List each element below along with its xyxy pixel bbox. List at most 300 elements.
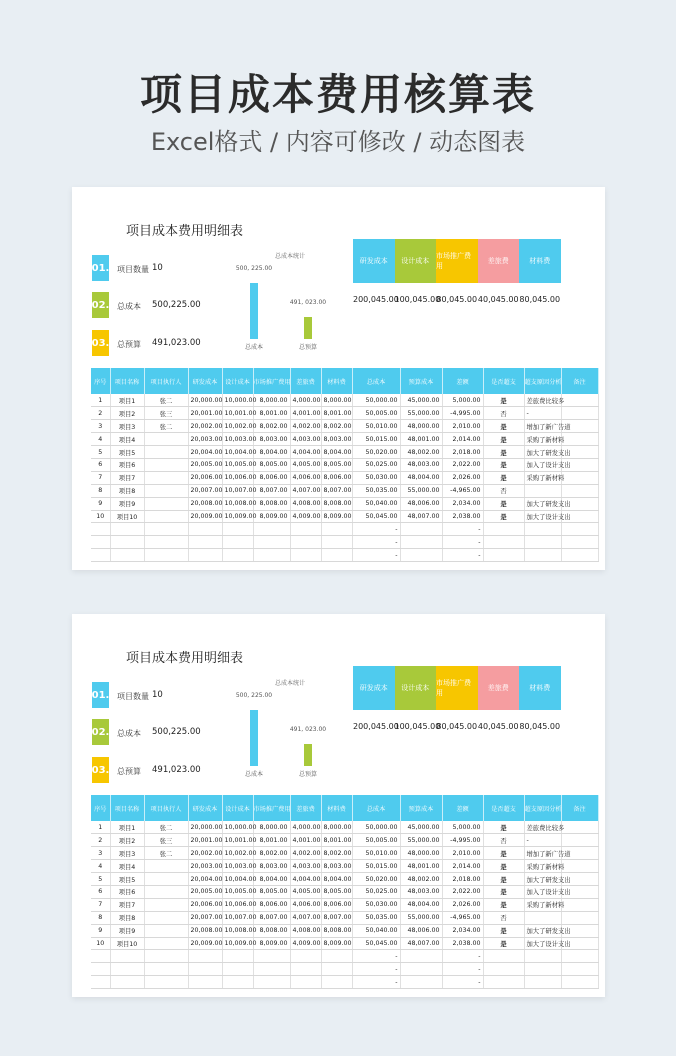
table-cell: 8,006.00 xyxy=(253,471,290,484)
table-cell: 48,001.00 xyxy=(400,860,442,873)
kpi-number-badge: 02. xyxy=(92,719,109,745)
table-cell: 4,005.00 xyxy=(290,458,321,471)
table-cell: - xyxy=(442,976,483,989)
column-header: 项目执行人 xyxy=(144,795,188,821)
table-cell: 项目7 xyxy=(110,898,144,911)
column-header: 差旅费 xyxy=(290,368,321,394)
cost-table xyxy=(91,795,599,989)
table-cell: 是 xyxy=(483,937,524,950)
table-cell: 50,025.00 xyxy=(352,885,400,898)
category-header: 市场推广费用 xyxy=(436,239,478,283)
table-cell: 48,001.00 xyxy=(400,433,442,446)
table-cell: 项目1 xyxy=(110,821,144,834)
mini-chart-bar xyxy=(250,283,258,339)
category-header: 研发成本 xyxy=(353,239,395,283)
table-cell: 50,010.00 xyxy=(352,420,400,433)
table-cell: 是 xyxy=(483,394,524,407)
table-cell xyxy=(321,963,352,976)
table-cell: 否 xyxy=(483,407,524,420)
table-cell xyxy=(321,549,352,562)
table-cell: 8,007.00 xyxy=(321,911,352,924)
table-cell xyxy=(91,976,110,989)
table-cell: 20,002.00 xyxy=(188,847,222,860)
table-cell: 8,004.00 xyxy=(321,873,352,886)
table-row xyxy=(91,821,598,834)
table-cell: 是 xyxy=(483,885,524,898)
table-cell: 8,004.00 xyxy=(253,873,290,886)
table-cell: 7 xyxy=(91,471,110,484)
table-cell: 项目3 xyxy=(110,847,144,860)
mini-chart-value-label: 500, 225.00 xyxy=(235,692,273,699)
table-cell: -4,965.00 xyxy=(442,484,483,497)
table-cell xyxy=(483,950,524,963)
table-cell xyxy=(144,950,188,963)
table-cell xyxy=(144,446,188,459)
table-cell: 4,004.00 xyxy=(290,446,321,459)
table-cell: 10 xyxy=(91,510,110,523)
table-cell: 20,008.00 xyxy=(188,924,222,937)
table-cell xyxy=(290,536,321,549)
table-cell: 4,005.00 xyxy=(290,885,321,898)
table-cell: 4,002.00 xyxy=(290,847,321,860)
column-header: 是否超支 xyxy=(483,368,524,394)
table-cell: 50,035.00 xyxy=(352,484,400,497)
table-cell: 8,003.00 xyxy=(321,433,352,446)
table-cell: 4 xyxy=(91,433,110,446)
table-cell: 8,004.00 xyxy=(253,446,290,459)
column-header: 材料费 xyxy=(321,368,352,394)
table-cell: 50,005.00 xyxy=(352,834,400,847)
table-cell: 50,000.00 xyxy=(352,821,400,834)
table-cell xyxy=(561,549,598,562)
table-cell: 是 xyxy=(483,497,524,510)
table-cell: 项目6 xyxy=(110,458,144,471)
table-cell: 10,002.00 xyxy=(222,420,253,433)
table-cell xyxy=(524,976,561,989)
table-cell xyxy=(483,549,524,562)
table-cell xyxy=(188,963,222,976)
table-cell xyxy=(561,911,598,924)
table-cell: 10,003.00 xyxy=(222,860,253,873)
table-cell xyxy=(561,471,598,484)
table-cell: 10,007.00 xyxy=(222,911,253,924)
table-cell: 50,035.00 xyxy=(352,911,400,924)
table-cell xyxy=(144,471,188,484)
category-value: 100,045.00 xyxy=(394,295,441,304)
table-row xyxy=(91,950,598,963)
table-cell: 8,005.00 xyxy=(321,458,352,471)
table-cell: 项目9 xyxy=(110,924,144,937)
table-cell: 48,003.00 xyxy=(400,885,442,898)
table-cell: 项目2 xyxy=(110,834,144,847)
table-cell xyxy=(91,549,110,562)
table-cell: 45,000.00 xyxy=(400,394,442,407)
table-cell: -4,995.00 xyxy=(442,834,483,847)
table-cell: 4,002.00 xyxy=(290,420,321,433)
category-header: 差旅费 xyxy=(478,666,520,710)
mini-chart-title: 总成本统计 xyxy=(275,680,306,687)
table-cell: 8,005.00 xyxy=(253,885,290,898)
column-header: 材料费 xyxy=(321,795,352,821)
table-cell: 4,008.00 xyxy=(290,497,321,510)
table-cell: 项目2 xyxy=(110,407,144,420)
table-cell xyxy=(400,950,442,963)
column-header: 预算成本 xyxy=(400,795,442,821)
table-cell: 8,004.00 xyxy=(321,446,352,459)
table-cell: 10,008.00 xyxy=(222,497,253,510)
table-cell: 8,002.00 xyxy=(321,420,352,433)
table-cell: 8,005.00 xyxy=(321,885,352,898)
table-cell xyxy=(483,536,524,549)
table-cell xyxy=(561,433,598,446)
kpi-number-badge: 01. xyxy=(92,255,109,281)
table-cell: 55,000.00 xyxy=(400,834,442,847)
table-cell xyxy=(188,549,222,562)
table-cell: 20,007.00 xyxy=(188,911,222,924)
table-cell: 50,025.00 xyxy=(352,458,400,471)
table-cell: 48,006.00 xyxy=(400,497,442,510)
table-cell xyxy=(290,963,321,976)
table-cell xyxy=(561,536,598,549)
column-header: 市场推广费用 xyxy=(253,368,290,394)
table-cell: 是 xyxy=(483,458,524,471)
table-cell: 8,006.00 xyxy=(253,898,290,911)
table-cell: 50,000.00 xyxy=(352,394,400,407)
table-cell: 48,007.00 xyxy=(400,937,442,950)
table-cell: 9 xyxy=(91,924,110,937)
table-cell: 加入了设计支出 xyxy=(524,458,561,471)
table-cell: 48,004.00 xyxy=(400,471,442,484)
table-cell: 6 xyxy=(91,458,110,471)
table-cell: 50,030.00 xyxy=(352,471,400,484)
table-cell: 8,001.00 xyxy=(321,407,352,420)
table-cell: 50,010.00 xyxy=(352,847,400,860)
table-cell xyxy=(321,523,352,536)
table-cell xyxy=(222,523,253,536)
column-header: 超支原因分析 xyxy=(524,795,561,821)
column-header: 是否超支 xyxy=(483,795,524,821)
table-cell: 差旅费比较多 xyxy=(524,394,561,407)
table-cell xyxy=(222,549,253,562)
table-cell: 8,000.00 xyxy=(321,394,352,407)
table-row xyxy=(91,484,598,497)
table-cell: 10,005.00 xyxy=(222,885,253,898)
table-cell: 20,003.00 xyxy=(188,433,222,446)
column-header: 项目名称 xyxy=(110,795,144,821)
table-cell: 48,002.00 xyxy=(400,873,442,886)
table-cell: 8,007.00 xyxy=(253,911,290,924)
table-cell: 2,026.00 xyxy=(442,898,483,911)
table-cell xyxy=(561,950,598,963)
table-cell: 2,026.00 xyxy=(442,471,483,484)
table-cell: 是 xyxy=(483,471,524,484)
table-cell xyxy=(400,536,442,549)
table-cell: 张二 xyxy=(144,847,188,860)
table-cell: 10,000.00 xyxy=(222,821,253,834)
category-value: 200,045.00 xyxy=(353,295,399,304)
table-cell: 5,000.00 xyxy=(442,394,483,407)
table-cell: 20,001.00 xyxy=(188,407,222,420)
table-row xyxy=(91,458,598,471)
table-cell: 20,007.00 xyxy=(188,484,222,497)
table-cell: 4,006.00 xyxy=(290,898,321,911)
column-header: 设计成本 xyxy=(222,795,253,821)
mini-chart-bar xyxy=(250,710,258,766)
mini-chart-value-label: 500, 225.00 xyxy=(235,265,273,272)
column-header: 备注 xyxy=(561,795,598,821)
table-cell: 张二 xyxy=(144,821,188,834)
table-cell xyxy=(91,523,110,536)
table-cell: 8,000.00 xyxy=(321,821,352,834)
table-cell: 项目7 xyxy=(110,471,144,484)
kpi-label: 总成本 xyxy=(117,302,141,311)
mini-chart-value-label: 491, 023.00 xyxy=(289,299,327,306)
table-cell: 4,000.00 xyxy=(290,394,321,407)
table-cell: 2 xyxy=(91,834,110,847)
table-cell: 2,038.00 xyxy=(442,937,483,950)
table-cell: 10,004.00 xyxy=(222,873,253,886)
kpi-label: 总成本 xyxy=(117,729,141,738)
table-row xyxy=(91,847,598,860)
table-cell: 9 xyxy=(91,497,110,510)
table-cell xyxy=(561,860,598,873)
table-cell xyxy=(524,549,561,562)
table-cell: 8,009.00 xyxy=(321,510,352,523)
table-row xyxy=(91,860,598,873)
table-cell xyxy=(400,523,442,536)
table-cell: 4,004.00 xyxy=(290,873,321,886)
category-value: 80,045.00 xyxy=(436,722,478,731)
column-header: 项目名称 xyxy=(110,368,144,394)
table-cell xyxy=(524,963,561,976)
table-row xyxy=(91,911,598,924)
mini-chart-bar xyxy=(304,317,312,339)
table-row xyxy=(91,523,598,536)
table-cell: - xyxy=(442,963,483,976)
table-cell: 8,003.00 xyxy=(253,860,290,873)
category-value: 40,045.00 xyxy=(477,722,519,731)
table-cell: 是 xyxy=(483,873,524,886)
table-cell xyxy=(561,963,598,976)
table-cell: 否 xyxy=(483,834,524,847)
table-cell xyxy=(144,510,188,523)
table-cell: 4,008.00 xyxy=(290,924,321,937)
kpi-value: 10 xyxy=(152,263,163,273)
table-cell: - xyxy=(442,950,483,963)
table-cell xyxy=(222,536,253,549)
table-cell: 2,014.00 xyxy=(442,860,483,873)
category-value: 80,045.00 xyxy=(519,295,561,304)
kpi-number-badge: 01. xyxy=(92,682,109,708)
table-cell: -4,995.00 xyxy=(442,407,483,420)
table-cell xyxy=(144,873,188,886)
table-cell: 20,004.00 xyxy=(188,873,222,886)
table-cell xyxy=(144,497,188,510)
table-cell: 加大了研发支出 xyxy=(524,873,561,886)
table-cell xyxy=(400,976,442,989)
table-cell: 20,002.00 xyxy=(188,420,222,433)
table-row xyxy=(91,898,598,911)
table-cell xyxy=(253,976,290,989)
table-cell xyxy=(188,950,222,963)
table-cell: 55,000.00 xyxy=(400,407,442,420)
table-cell: 48,006.00 xyxy=(400,924,442,937)
table-cell: 5,000.00 xyxy=(442,821,483,834)
table-cell: 48,004.00 xyxy=(400,898,442,911)
table-cell: 是 xyxy=(483,433,524,446)
table-cell xyxy=(400,963,442,976)
table-cell: 50,005.00 xyxy=(352,407,400,420)
table-cell: 4,001.00 xyxy=(290,834,321,847)
category-header: 设计成本 xyxy=(395,666,437,710)
table-row xyxy=(91,497,598,510)
table-cell: 20,009.00 xyxy=(188,937,222,950)
table-cell xyxy=(91,950,110,963)
table-cell: 20,008.00 xyxy=(188,497,222,510)
table-cell: 48,002.00 xyxy=(400,446,442,459)
table-cell: 项目9 xyxy=(110,497,144,510)
table-cell xyxy=(253,523,290,536)
table-cell: 8,007.00 xyxy=(321,484,352,497)
table-row xyxy=(91,407,598,420)
category-header: 研发成本 xyxy=(353,666,395,710)
table-cell: 4,001.00 xyxy=(290,407,321,420)
kpi-number-badge: 02. xyxy=(92,292,109,318)
table-cell xyxy=(483,976,524,989)
table-cell: 50,020.00 xyxy=(352,873,400,886)
table-row xyxy=(91,885,598,898)
table-cell: 8,006.00 xyxy=(321,471,352,484)
table-cell: 20,009.00 xyxy=(188,510,222,523)
table-row xyxy=(91,510,598,523)
table-cell: 8,001.00 xyxy=(253,834,290,847)
column-header: 总成本 xyxy=(352,795,400,821)
table-cell xyxy=(524,484,561,497)
sheet-preview xyxy=(72,187,605,570)
table-cell xyxy=(561,834,598,847)
category-header: 材料费 xyxy=(519,666,561,710)
table-cell: 8,009.00 xyxy=(321,937,352,950)
table-cell: - xyxy=(352,976,400,989)
table-cell: 20,005.00 xyxy=(188,458,222,471)
table-cell: - xyxy=(352,549,400,562)
table-cell xyxy=(524,950,561,963)
table-cell: 2,038.00 xyxy=(442,510,483,523)
table-cell: 加入了设计支出 xyxy=(524,885,561,898)
table-cell: 8,007.00 xyxy=(253,484,290,497)
table-cell xyxy=(144,898,188,911)
cost-table xyxy=(91,368,599,562)
table-cell: 50,015.00 xyxy=(352,433,400,446)
column-header: 差额 xyxy=(442,795,483,821)
table-cell: 是 xyxy=(483,847,524,860)
kpi-number-badge: 03. xyxy=(92,757,109,783)
table-header-row xyxy=(91,368,598,394)
table-row xyxy=(91,536,598,549)
table-cell: 8 xyxy=(91,911,110,924)
table-cell xyxy=(144,924,188,937)
table-cell: - xyxy=(524,834,561,847)
table-cell: 增加了新广告道 xyxy=(524,420,561,433)
table-cell: - xyxy=(352,963,400,976)
table-cell: - xyxy=(524,407,561,420)
kpi-number-badge: 03. xyxy=(92,330,109,356)
table-cell: 采购了新材料 xyxy=(524,860,561,873)
table-cell: 7 xyxy=(91,898,110,911)
table-row xyxy=(91,873,598,886)
table-cell: 8,000.00 xyxy=(253,821,290,834)
table-cell: 20,004.00 xyxy=(188,446,222,459)
table-cell: 10,008.00 xyxy=(222,924,253,937)
table-cell: 8,008.00 xyxy=(321,497,352,510)
table-cell: 50,045.00 xyxy=(352,937,400,950)
table-cell: 加大了研发支出 xyxy=(524,497,561,510)
table-row xyxy=(91,976,598,989)
mini-chart-axis-label: 总成本 xyxy=(244,771,263,778)
table-cell: 50,030.00 xyxy=(352,898,400,911)
sheet-title: 项目成本费用明细表 xyxy=(126,224,244,239)
table-cell: 20,006.00 xyxy=(188,471,222,484)
category-value: 80,045.00 xyxy=(436,295,478,304)
table-cell: 50,045.00 xyxy=(352,510,400,523)
table-cell: 是 xyxy=(483,821,524,834)
category-value: 80,045.00 xyxy=(519,722,561,731)
table-cell: 差旅费比较多 xyxy=(524,821,561,834)
mini-chart-axis-label: 总成本 xyxy=(244,344,263,351)
table-cell: 张二 xyxy=(144,394,188,407)
table-cell: 20,000.00 xyxy=(188,394,222,407)
table-cell: 50,040.00 xyxy=(352,924,400,937)
table-cell: 张三 xyxy=(144,834,188,847)
table-cell xyxy=(561,898,598,911)
table-cell xyxy=(188,536,222,549)
table-cell: 8,001.00 xyxy=(253,407,290,420)
table-cell: 10,007.00 xyxy=(222,484,253,497)
table-cell: 10,002.00 xyxy=(222,847,253,860)
column-header: 超支原因分析 xyxy=(524,368,561,394)
table-cell xyxy=(110,536,144,549)
table-cell: 是 xyxy=(483,924,524,937)
category-value: 100,045.00 xyxy=(394,722,441,731)
table-cell xyxy=(483,523,524,536)
table-cell: 20,003.00 xyxy=(188,860,222,873)
table-cell xyxy=(561,523,598,536)
table-cell xyxy=(524,536,561,549)
table-cell: 10,009.00 xyxy=(222,937,253,950)
table-cell: 10,001.00 xyxy=(222,834,253,847)
table-cell xyxy=(561,394,598,407)
table-cell xyxy=(524,911,561,924)
column-header: 序号 xyxy=(91,795,110,821)
table-cell: 10,006.00 xyxy=(222,898,253,911)
category-header: 市场推广费用 xyxy=(436,666,478,710)
table-cell: 2,010.00 xyxy=(442,847,483,860)
table-cell: 20,001.00 xyxy=(188,834,222,847)
table-cell: 1 xyxy=(91,394,110,407)
table-cell xyxy=(144,976,188,989)
table-cell: 8,002.00 xyxy=(321,847,352,860)
table-cell: 20,005.00 xyxy=(188,885,222,898)
column-header: 总成本 xyxy=(352,368,400,394)
sheet-preview xyxy=(72,614,605,997)
table-cell: 8,008.00 xyxy=(253,497,290,510)
table-cell: 是 xyxy=(483,898,524,911)
table-cell: 4,007.00 xyxy=(290,911,321,924)
table-cell: - xyxy=(442,549,483,562)
table-cell: 20,006.00 xyxy=(188,898,222,911)
category-header: 材料费 xyxy=(519,239,561,283)
table-cell: 3 xyxy=(91,420,110,433)
